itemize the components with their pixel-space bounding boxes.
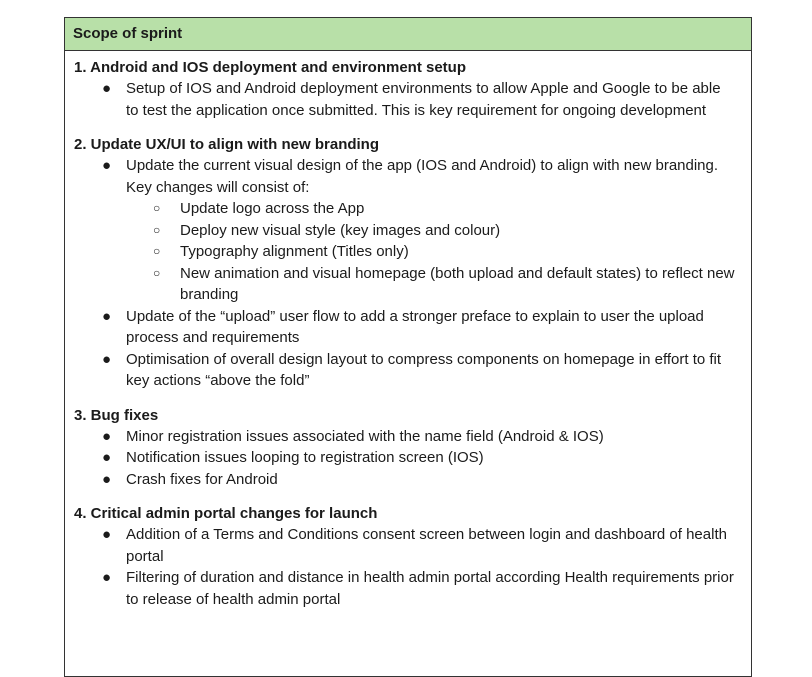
bullet-list xyxy=(74,155,751,392)
bullet-icon: ● xyxy=(102,569,112,586)
hollow-bullet-icon: ○ xyxy=(153,201,161,215)
bullet-list xyxy=(74,78,751,121)
list-item xyxy=(74,426,751,448)
sub-list-item-text: New animation and visual homepage (both upload and default states) to reflect new branding xyxy=(180,264,735,303)
document-body xyxy=(65,51,751,610)
sub-list-item xyxy=(126,220,737,242)
hollow-bullet-icon: ○ xyxy=(153,222,161,237)
sub-list-item xyxy=(126,198,737,220)
bullet-icon: ● xyxy=(102,80,112,97)
bullet-icon: ● xyxy=(102,449,112,466)
section-title: 1. Android and IOS deployment and environment setup xyxy=(74,59,466,76)
sub-list-item-text: Deploy new visual style (key images and colour) xyxy=(180,221,501,239)
section-3 xyxy=(74,405,751,491)
bullet-icon: ● xyxy=(102,307,112,325)
list-item-text: Optimisation of overall design layout to compress components on homepage in effort to fit key actions “above the fold” xyxy=(126,350,722,389)
list-item-text: Addition of a Terms and Conditions consent screen between login and dashboard of health portal xyxy=(126,526,727,565)
bullet-icon: ● xyxy=(102,350,112,368)
list-item xyxy=(74,567,751,610)
bullet-icon: ● xyxy=(102,427,112,445)
list-item xyxy=(74,306,751,349)
sub-list-item-text: Typography alignment (Titles only) xyxy=(180,243,409,260)
list-item-text: Notification issues looping to registration screen (IOS) xyxy=(126,449,484,466)
sub-list-item xyxy=(126,241,737,263)
hollow-bullet-icon: ○ xyxy=(153,244,161,258)
bullet-list xyxy=(74,426,751,491)
bullet-icon: ● xyxy=(102,157,112,174)
section-1 xyxy=(74,57,751,121)
bullet-icon: ● xyxy=(102,470,112,488)
section-2 xyxy=(74,134,751,392)
bullet-list xyxy=(74,524,751,610)
section-title: 4. Critical admin portal changes for launch xyxy=(74,505,378,522)
section-4 xyxy=(74,503,751,610)
sub-list-item xyxy=(126,263,737,306)
section-title: 3. Bug fixes xyxy=(74,406,159,424)
section-title: 2. Update UX/UI to align with new branding xyxy=(74,136,380,153)
list-item-text: Setup of IOS and Android deployment environments to allow Apple and Google to be able to test the application once submitted. This is key requirement for ongoing development xyxy=(126,80,721,119)
list-item xyxy=(74,349,751,392)
list-item-text: Update the current visual design of the app (IOS and Android) to align with new branding. Key changes will consist of: xyxy=(126,157,719,196)
list-item-text: Crash fixes for Android xyxy=(126,470,278,488)
hollow-bullet-icon: ○ xyxy=(153,265,161,280)
header-title: Scope of sprint xyxy=(73,25,183,42)
list-item-text: Minor registration issues associated with the name field (Android & IOS) xyxy=(126,427,604,445)
bullet-icon: ● xyxy=(102,526,112,543)
list-item xyxy=(74,78,751,121)
sub-bullet-list xyxy=(126,198,737,306)
list-item-text: Filtering of duration and distance in health admin portal according Health requirements prior to release of health admin portal xyxy=(126,569,734,608)
list-item xyxy=(74,155,751,306)
table-header xyxy=(65,18,751,51)
scope-document xyxy=(64,17,752,677)
list-item xyxy=(74,524,751,567)
list-item xyxy=(74,447,751,469)
list-item-text: Update of the “upload” user flow to add a stronger preface to explain to user the upload process and requirements xyxy=(126,307,704,346)
sub-list-item-text: Update logo across the App xyxy=(180,200,365,217)
list-item xyxy=(74,469,751,491)
